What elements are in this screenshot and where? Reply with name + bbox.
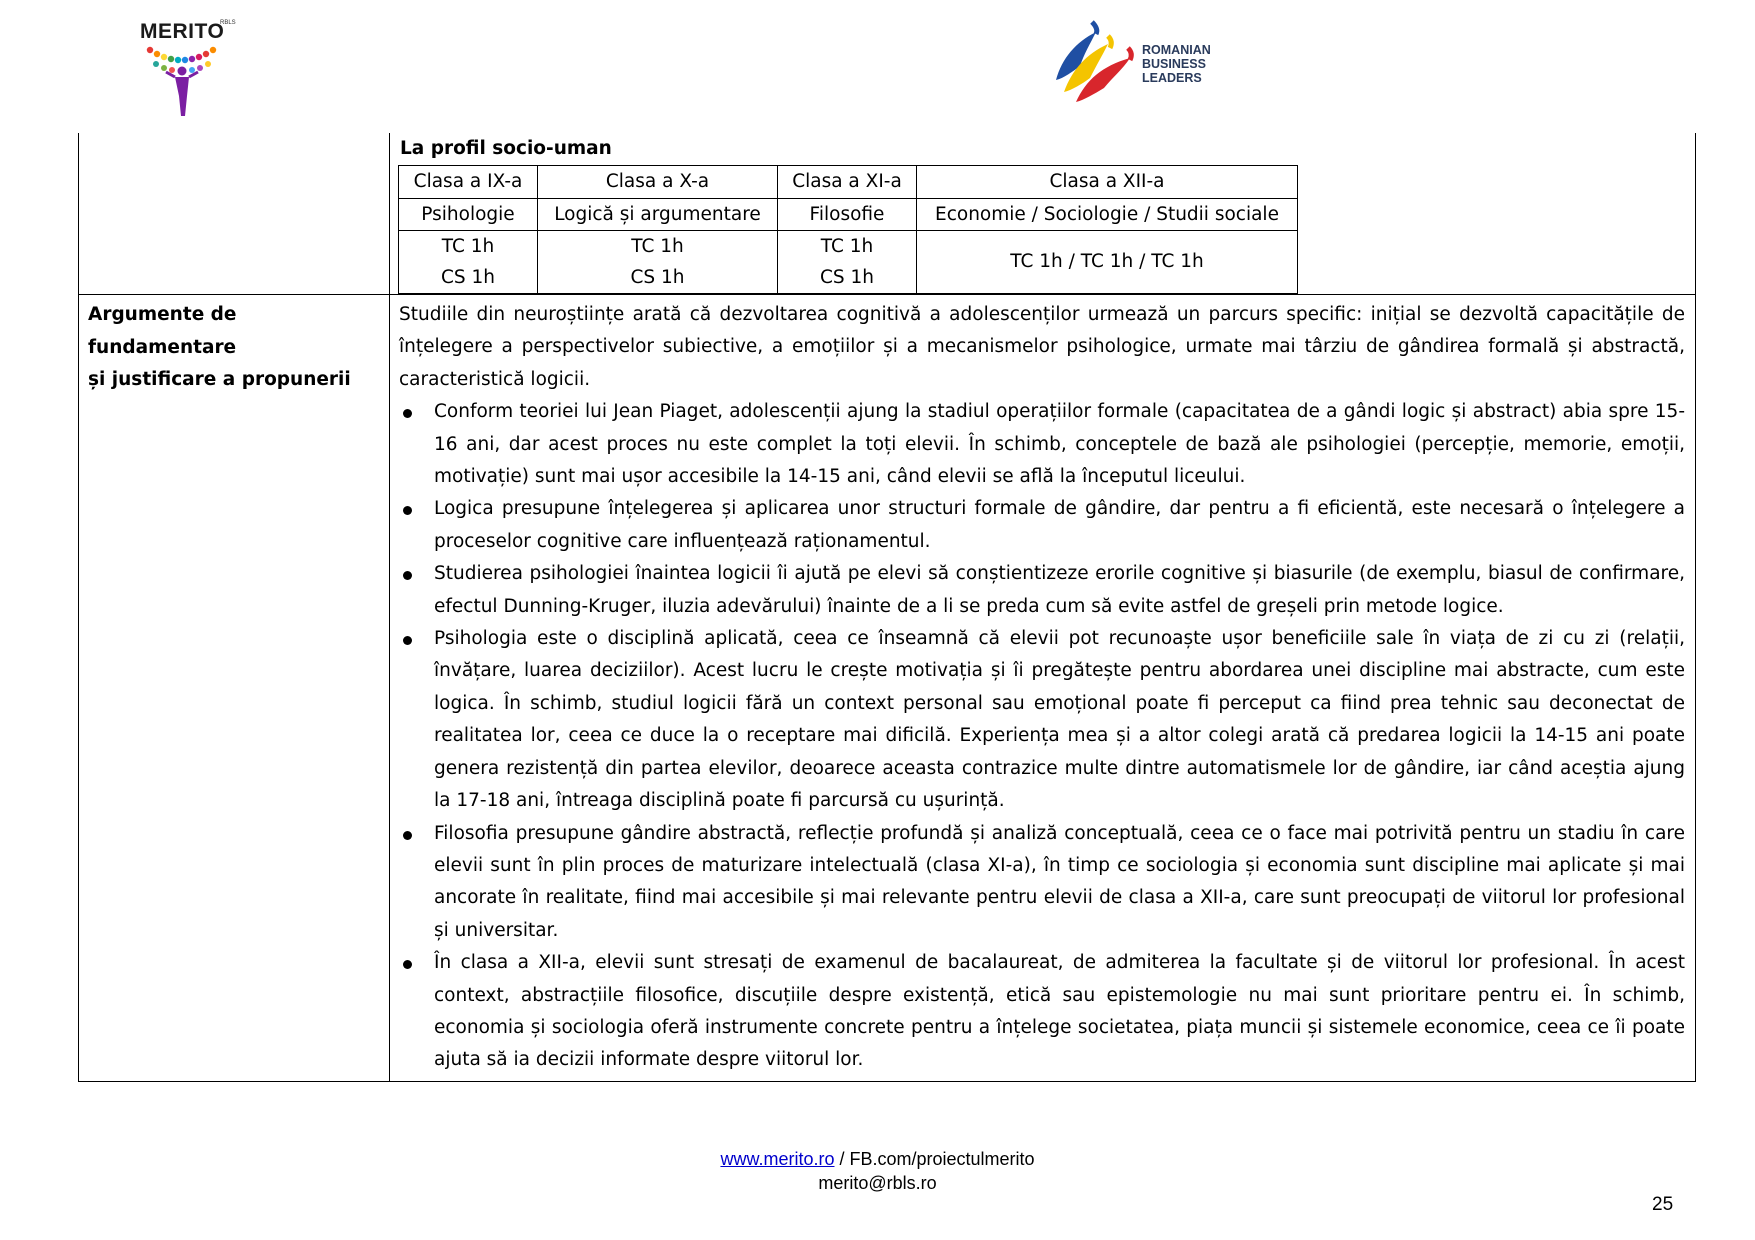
rbl-line-1: ROMANIAN: [1142, 43, 1211, 57]
page-footer: [0, 1147, 1755, 1195]
cs-hours: CS 1h: [630, 267, 685, 288]
arguments-label-line-2: și justificare a propunerii: [88, 369, 351, 390]
tc-hours: TC 1h: [820, 236, 874, 257]
profile-row: [78, 133, 1696, 295]
hours-cell-x: [538, 231, 778, 294]
tc-hours: TC 1h: [631, 236, 684, 257]
bullet-item: [399, 493, 1685, 558]
arguments-label-line-1: Argumente de fundamentare: [88, 304, 237, 358]
proposal-table: [78, 133, 1696, 1082]
hours-table-hours-row: [399, 231, 1298, 294]
profile-title: La profil socio-uman: [400, 138, 612, 159]
cs-hours: CS 1h: [440, 267, 496, 288]
bullet-item: [399, 947, 1685, 1077]
hours-table: [398, 165, 1298, 294]
rbl-figures-icon: [1050, 18, 1140, 104]
merito-people-icon: [142, 44, 228, 124]
bullet-dot-icon: [403, 831, 412, 840]
arguments-content-cell: [390, 295, 1695, 1081]
subject-cell-ix: Psihologie: [399, 198, 538, 231]
arguments-intro: Studiile din neuroștiințe arată că dezvoltarea cognitivă a adolescenților urmează un parcurs specific: inițial se dezvoltă capacitățile de înțelegere a perspectivelor subiective, a emoțiilor și a mecanismelor psihologice, urmate mai târziu de gândirea formală și abstractă, caracteristică logicii.: [399, 304, 1685, 390]
bullet-item: [399, 818, 1685, 948]
arguments-row: [78, 295, 1696, 1082]
bullet-text: Logica presupune înțelegerea și aplicarea unor structuri formale de gândire, dar pentru a fi eficientă, este necesară o înțelegere a proceselor cognitive care influențează raționamentul.: [434, 498, 1685, 552]
hours-table-header-row: [399, 166, 1298, 199]
rbl-line-3: LEADERS: [1142, 71, 1202, 85]
bullet-dot-icon: [403, 636, 412, 645]
bullet-text: În clasa a XII-a, elevii sunt stresați de examenul de bacalaureat, de admiterea la facultate și de viitorul lor profesional. În acest context, abstracțiile filosofice, discuțiile despre existență, etică sau epistemologie nu mai sunt prioritare pentru ei. În schimb, economia și sociologia oferă instrumente concrete pentru a înțelege societatea, piața muncii și sistemele economice, ceea ce îi poate ajuta să ia decizii informate despre viitorul lor.: [434, 952, 1685, 1071]
page-number: 25: [1652, 1194, 1674, 1215]
cs-hours: CS 1h: [819, 267, 875, 288]
arguments-bullet-list: [399, 396, 1685, 1077]
merito-logo: [140, 18, 240, 110]
bullet-text: Conform teoriei lui Jean Piaget, adolescenții ajung la stadiul operațiilor formale (capacitatea de a gândi logic și abstract) abia spre 15-16 ani, dar acest proces nu este complet la toți elevii. În schimb, conceptele de bază ale psihologiei (percepție, memorie, emoții, motivație) sunt mai ușor accesibile la 14-15 ani, când elevii se află la începutul liceului.: [434, 401, 1685, 488]
merito-logo-sup: RBLS: [220, 20, 236, 26]
subject-cell-xii: Economie / Sociologie / Studii sociale: [917, 198, 1298, 231]
website-link[interactable]: www.merito.ro: [720, 1149, 835, 1169]
bullet-item: [399, 396, 1685, 493]
bullet-dot-icon: [403, 506, 412, 515]
header-cell-x: Clasa a X-a: [538, 166, 778, 199]
rbl-logo-text: [1142, 43, 1211, 85]
rbl-logo: [1050, 18, 1290, 104]
hours-table-subject-row: [399, 198, 1298, 231]
merito-logo-text: MERITO: [140, 20, 225, 43]
profile-row-label-cell: [79, 133, 390, 294]
facebook-text: / FB.com/proiectulmerito: [834, 1149, 1035, 1169]
hours-cell-xii: TC 1h / TC 1h / TC 1h: [917, 231, 1298, 294]
hours-cell-ix: [399, 231, 538, 294]
footer-email: merito@rbls.ro: [818, 1173, 937, 1193]
bullet-item: [399, 623, 1685, 817]
bullet-item: [399, 558, 1685, 623]
header-cell-xii: Clasa a XII-a: [917, 166, 1298, 199]
arguments-label-cell: [79, 295, 390, 1081]
subject-cell-xi: Filosofie: [778, 198, 917, 231]
header-cell-xi: Clasa a XI-a: [778, 166, 917, 199]
bullet-dot-icon: [403, 960, 412, 969]
footer-links-line: [0, 1147, 1755, 1171]
hours-cell-xi: [778, 231, 917, 294]
rbl-line-2: BUSINESS: [1142, 57, 1206, 71]
bullet-text: Studierea psihologiei înaintea logicii îi ajută pe elevi să conștientizeze erorile cognitive și biasurile (de exemplu, biasul de confirmare, efectul Dunning-Kruger, iluzia adevărului) înainte de a li se preda cum să evite astfel de greșeli prin metode logice.: [434, 563, 1685, 617]
bullet-dot-icon: [403, 571, 412, 580]
tc-hours: TC 1h: [441, 236, 495, 257]
bullet-dot-icon: [403, 409, 412, 418]
header-cell-ix: Clasa a IX-a: [399, 166, 538, 199]
profile-row-content-cell: [390, 133, 1695, 294]
subject-cell-x: Logică și argumentare: [538, 198, 778, 231]
bullet-text: Filosofia presupune gândire abstractă, reflecție profundă și analiză conceptuală, ceea ce o face mai potrivită pentru un stadiu în care elevii sunt în plin proces de maturizare intelectuală (clasa XI-a), în timp ce sociologia și economia sunt discipline mai aplicate și mai ancorate în realitate, fiind mai accesibile și mai relevante pentru elevii de clasa a XII-a, care sunt preocupați de viitorul lor profesional și universitar.: [434, 822, 1685, 941]
bullet-text: Psihologia este o disciplină aplicată, ceea ce înseamnă că elevii pot recunoaște ușor beneficiile sale în viața de zi cu zi (relații, învățare, luarea deciziilor). Acest lucru le crește motivația și îi pregătește pentru abordarea unei discipline mai abstracte, cum este logica. În schimb, studiul logicii fără un context personal sau emoțional poate fi perceput ca fiind prea tehnic sau deconectat de realitatea lor, ceea ce duce la o receptare mai dificilă. Experiența mea și a altor colegi arată că predarea logicii la 14-15 ani poate genera rezistență din partea elevilor, deoarece aceasta contrazice multe dintre automatismele lor de gândire, iar când aceștia ajung la 17-18 ani, întreaga disciplină poate fi parcursă cu ușurință.: [434, 628, 1685, 812]
